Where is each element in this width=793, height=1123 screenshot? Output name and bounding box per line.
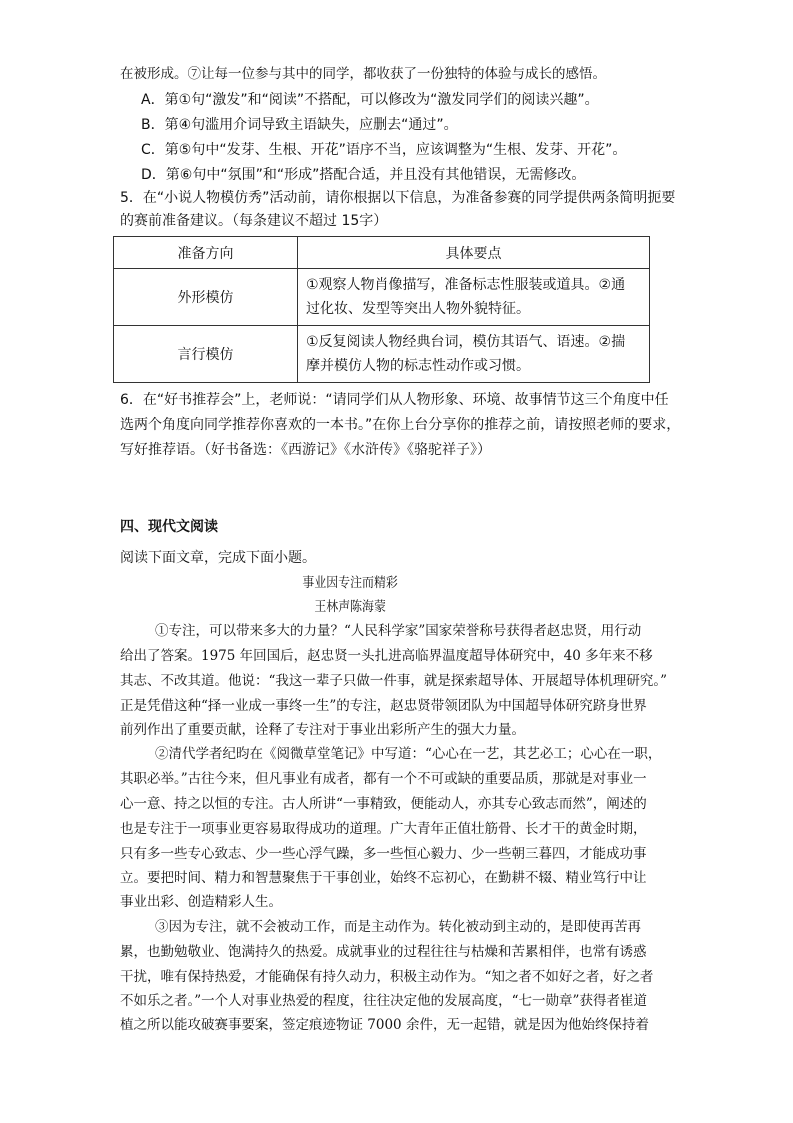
q6-stem-line2: 选两个角度向同学推荐你喜欢的一本书。”在你上台分享你的推荐之前，请按照老师的要求， [120,417,681,433]
paragraph-3-line: 干扰，唯有保持热爱，才能确保有持久动力，积极主动作为。“知之者不如好之者，好之者 [120,969,654,985]
table-row [114,326,650,383]
table-header-row [114,237,650,269]
q4-option-d: D．第⑥句中“氛围”和“形成”搭配合适，并且没有其他错误，无需修改。 [141,167,586,183]
section-instruction: 阅读下面文章，完成下面小题。 [120,550,316,566]
table-header-direction: 准备方向 [114,237,298,269]
q6-stem-line3: 写好推荐语。（好书备选：《西游记》《水浒传》《骆驼祥子》） [120,442,491,458]
paragraph-2-line: 心一意、持之以恒的专注。古人所讲“一事精致，便能动人，亦其专心致志而然”，阐述的 [120,796,647,812]
paragraph-2-line: ②清代学者纪昀在《阅微草堂笔记》中写道：“心心在一艺，其艺必工；心心在一职， [155,746,662,762]
detail-line: 过化妆、发型等突出人物外貌特征。 [306,301,530,317]
section-heading: 四、现代文阅读 [120,519,218,535]
q5-stem-line1: 5．在“小说人物模仿秀”活动前，请你根据以下信息，为准备参赛的同学提供两条简明扼要 [120,190,676,206]
q6-stem-line1: 6．在“好书推荐会”上，老师说：“请同学们从人物形象、环境、故事情节这三个角度中任 [120,392,669,408]
q4-option-c: C．第⑤句中“发芽、生根、开花”语序不当，应该调整为“生根、发芽、开花”。 [141,142,627,158]
q4-option-b: B．第④句滥用介词导致主语缺失，应删去“通过”。 [141,117,458,133]
q4-option-a: A．第①句“激发”和“阅读”不搭配，可以修改为“激发同学们的阅读兴趣”。 [141,92,599,108]
table-cell-category: 外形模仿 [114,269,298,326]
paragraph-1-line: 正是凭借这种“择一业成一事终一生”的专注，赵忠贤带领团队为中国超导体研究跻身世界 [120,698,647,714]
article-author: 王林声陈海蒙 [314,599,386,615]
detail-line: ①观察人物肖像描写，准备标志性服装或道具。②通 [306,277,626,293]
table-header-details: 具体要点 [298,237,650,269]
paragraph-3-line: ③因为专注，就不会被动工作，而是主动作为。转化被动到主动的，是即使再苦再 [155,919,641,935]
paragraph-2-line: 立。要把时间、精力和智慧聚焦于干事创业，始终不忘初心，在勤耕不辍、精业笃行中让 [120,870,647,886]
detail-line: 摩并模仿人物的标志性动作或习惯。 [306,358,530,374]
table-row [114,269,650,326]
paragraph-1-line: ①专注，可以带来多大的力量？“人民科学家”国家荣誉称号获得者赵忠贤，用行动 [155,623,642,639]
table-cell-category: 言行模仿 [114,326,298,383]
paragraph-1-line: 前列作出了重要贡献，诠释了专注对于事业出彩所产生的强大力量。 [120,722,525,738]
table-cell-detail [298,326,650,383]
article-title: 事业因专注而精彩 [302,575,398,591]
detail-line: ①反复阅读人物经典台词，模仿其语气、语速。②揣 [306,334,626,350]
paragraph-1-line: 给出了答案。1975 年回国后，赵忠贤一头扎进高临界温度超导体研究中，40 多年来不移 [120,648,653,664]
paragraph-1-line: 其志、不改其道。他说：“我这一辈子只做一件事，就是探索超导体、开展超导体机理研究。” [120,673,668,689]
paragraph-2-line: 也是专注于一项事业更容易取得成功的道理。广大青年正值壮筋骨、长才干的黄金时期， [120,821,647,837]
q5-stem-line2: 的赛前准备建议。（每条建议不超过 15字） [120,213,388,229]
table-cell-detail [298,269,650,326]
paragraph-2-line: 事业出彩、创造精彩人生。 [120,894,282,910]
paragraph-2-line: 其职必举。”古往今来，但凡事业有成者，都有一个不可或缺的重要品质，那就是对事业一 [120,771,647,787]
paragraph-3-line: 不如乐之者。”一个人对事业热爱的程度，往往决定他的发展高度，“七一勋章”获得者崔道 [120,993,647,1009]
paragraph-3-line: 植之所以能攻破赛事要案，签定痕迹物证 7000 余件，无一起错，就是因为他始终保持着 [120,1017,649,1033]
q4-stem-tail: 在被形成。⑦让每一位参与其中的同学，都收获了一份独特的体验与成长的感悟。 [120,66,606,82]
paragraph-2-line: 只有多一些专心致志、少一些心浮气躁，多一些恒心毅力、少一些朝三暮四，才能成功事 [120,846,647,862]
paragraph-3-line: 累，也勤勉敬业、饱满持久的热爱。成就事业的过程往往与枯燥和苦累相伴，也常有诱惑 [120,944,647,960]
preparation-table [113,236,650,383]
